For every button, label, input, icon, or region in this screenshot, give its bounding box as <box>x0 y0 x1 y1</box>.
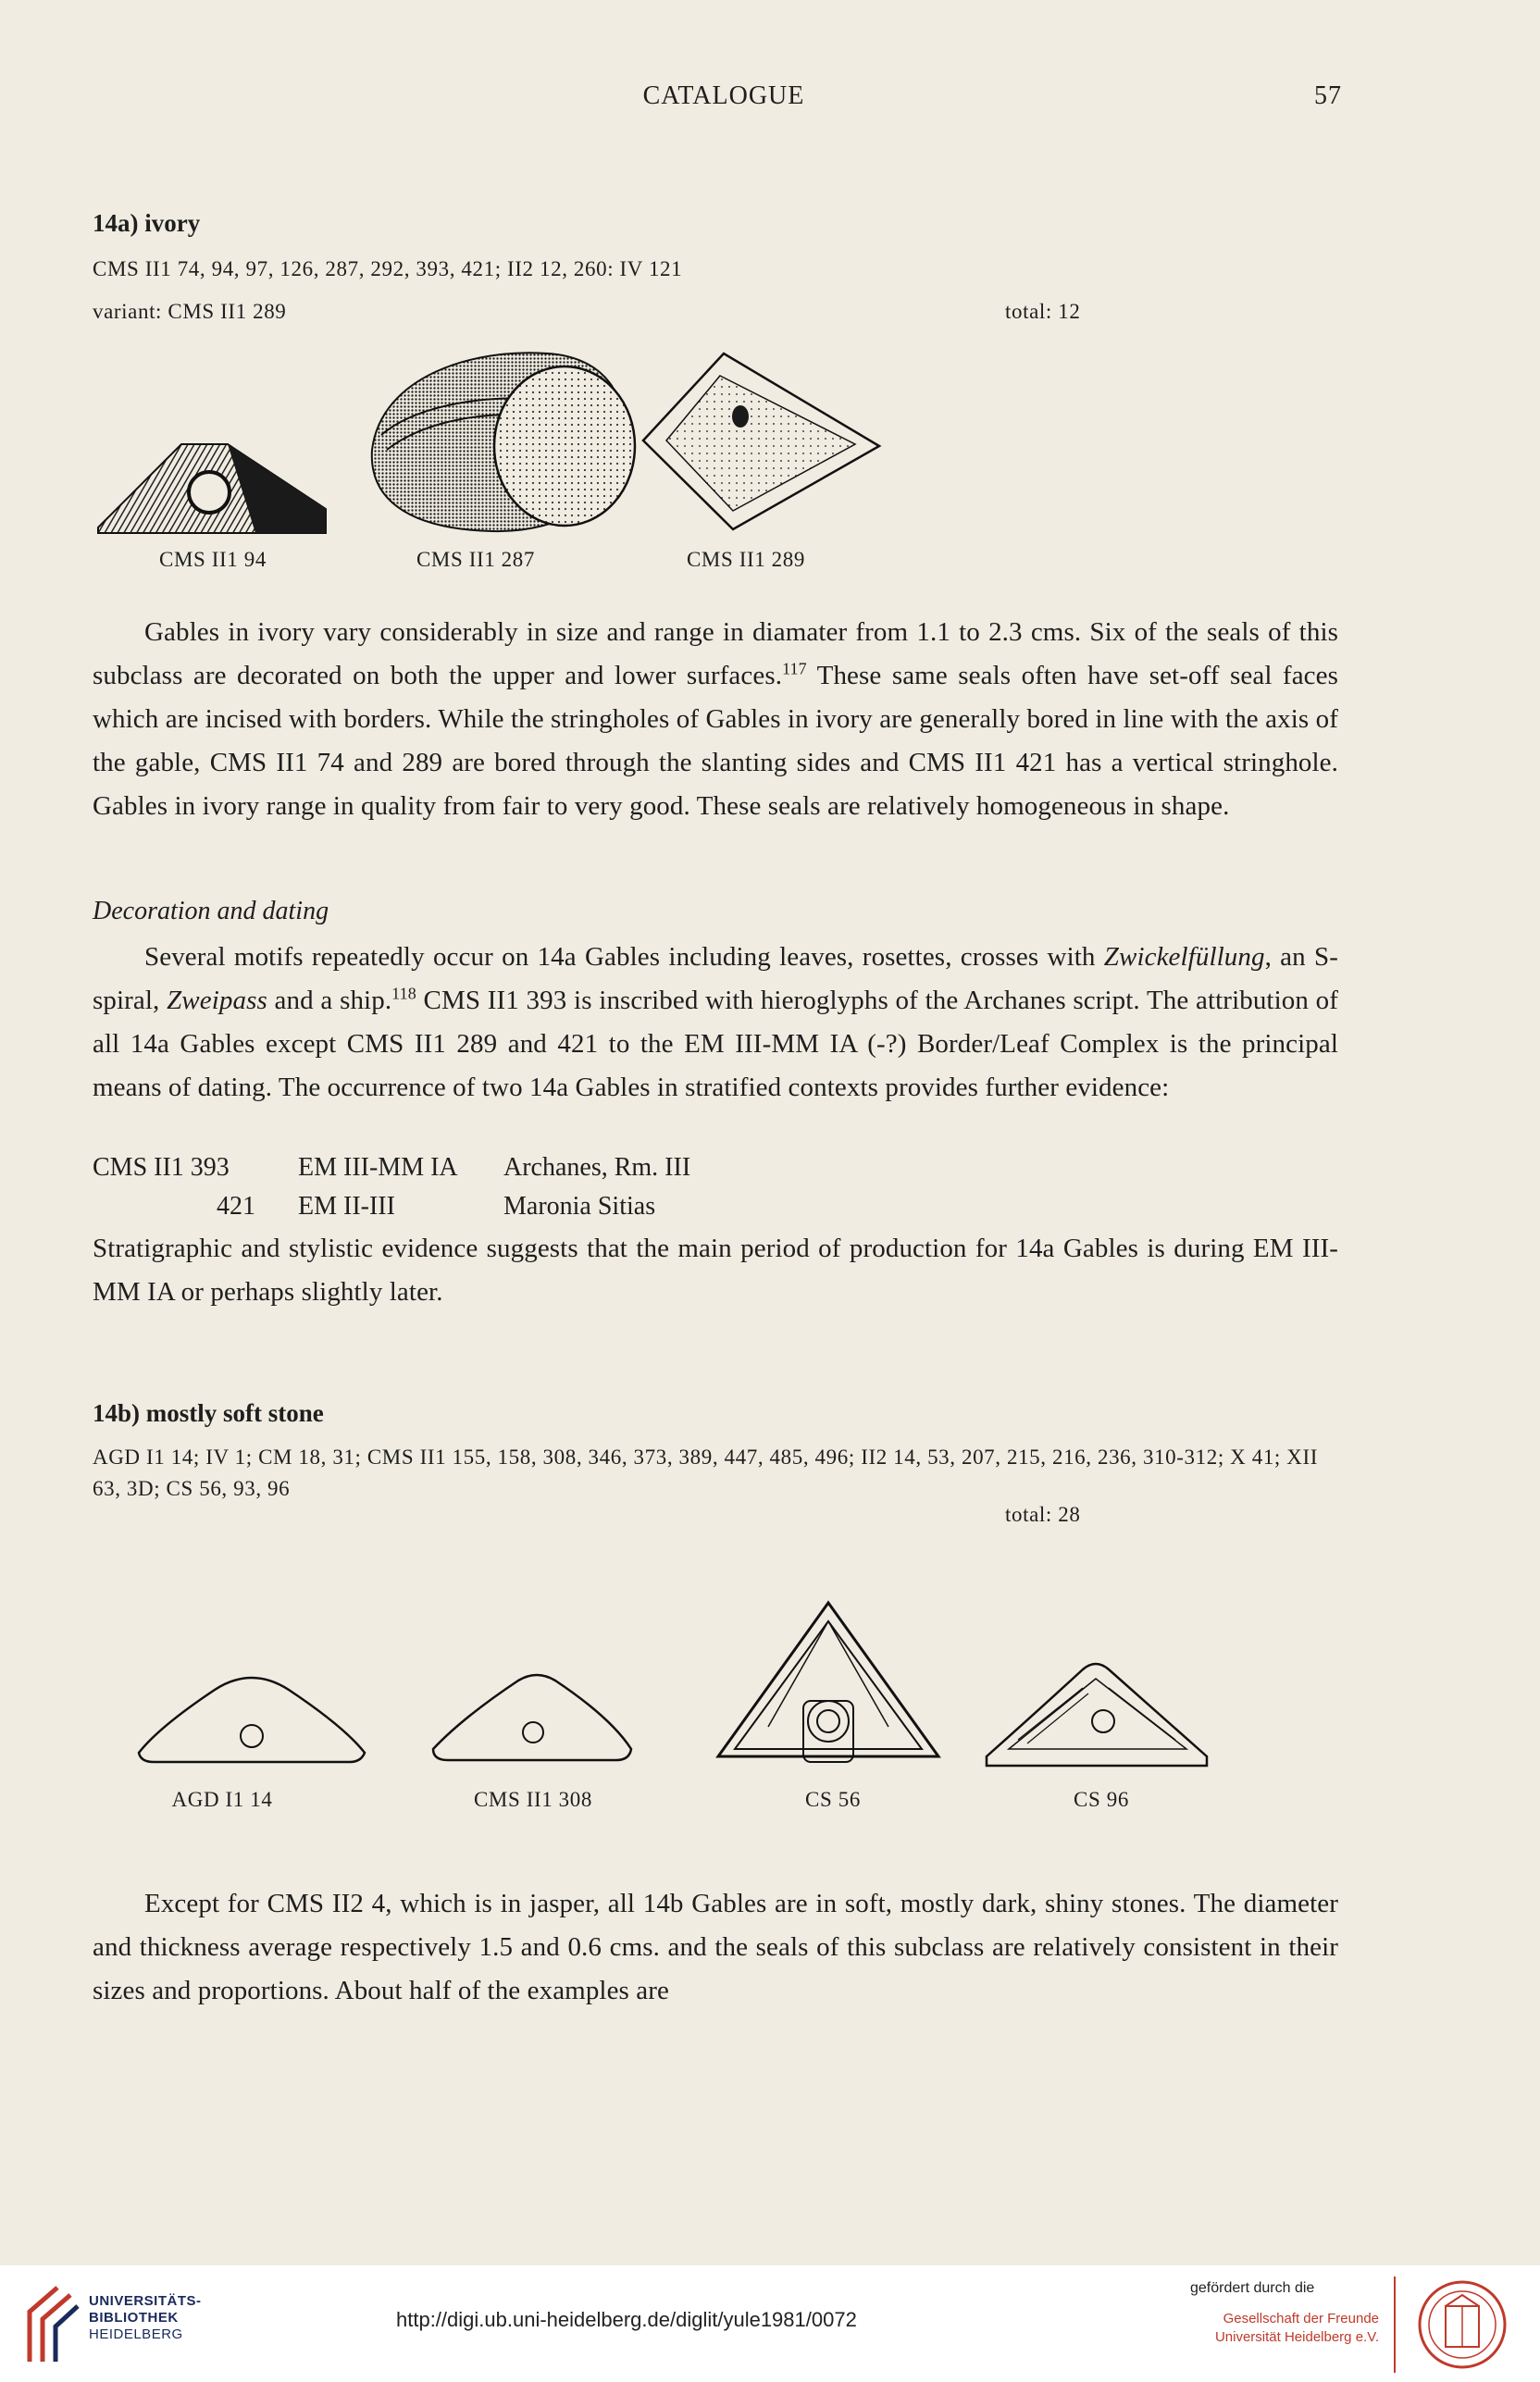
seal-drawing-cms-ii1-289 <box>639 348 888 542</box>
section-b-title: 14b) mostly soft stone <box>93 1399 324 1427</box>
paragraph-decoration <box>93 936 1338 1110</box>
caption-agd-i1-14: AGD I1 14 <box>171 1788 273 1811</box>
p2-text-c: and a ship. <box>267 986 392 1015</box>
caption-cs-96: CS 96 <box>1074 1788 1129 1811</box>
footnote-ref-117: 117 <box>782 659 807 678</box>
library-logo-icon <box>20 2284 81 2363</box>
running-title: CATALOGUE <box>642 81 805 110</box>
term-zweipass: Zweipass <box>167 986 267 1015</box>
section-b-list: AGD I1 14; IV 1; CM 18, 31; CMS II1 155, 158, 308, 346, 373, 389, 447, 485, 496; II2 14, 53, 207, 215, 216, 236, 310-312; X 41; XII 63, 3D; CS 56, 93, 96 <box>93 1445 1318 1500</box>
university-seal-icon <box>1416 2278 1509 2371</box>
paragraph-soft-stone <box>93 1882 1338 2013</box>
p2-text-a: Several motifs repeatedly occur on 14a Gables including leaves, rosettes, crosses with <box>144 942 1104 972</box>
digitization-footer <box>0 2265 1540 2382</box>
caption-cms-ii1-94: CMS II1 94 <box>159 548 267 571</box>
seal-drawing-cms-ii1-308 <box>426 1653 639 1773</box>
section-a-total: total: 12 <box>1005 300 1081 323</box>
caption-cms-ii1-287: CMS II1 287 <box>416 548 535 571</box>
footer-divider <box>1394 2277 1396 2373</box>
footnote-ref-118: 118 <box>391 984 416 1003</box>
caption-cs-56: CS 56 <box>805 1788 861 1811</box>
section-b-total: total: 28 <box>1005 1503 1081 1526</box>
p3-text: Stratigraphic and stylistic evidence suggests that the main period of production for 14a Gables is during EM III-MM IA or perhaps slightly later. <box>93 1234 1338 1307</box>
seal-drawing-cs-56 <box>713 1597 944 1773</box>
caption-cms-ii1-289: CMS II1 289 <box>686 548 805 571</box>
seal-drawing-agd-i1-14 <box>131 1653 372 1773</box>
p1-text-after: These same seals often have set-off seal faces which are incised with borders. While the stringholes of Gables in ivory are generally bored in line with the axis of the gable, CMS II1 74 and 289 are bored through the slanting sides and CMS II1 421 has a vertical stringhole. Gables in ivory range in quality from fair to very good. These seals are relatively homogeneous in shape. <box>93 661 1338 821</box>
library-name-line3: HEIDELBERG <box>89 2326 183 2342</box>
table-cell: Maronia Sitias <box>503 1192 656 1221</box>
table-cell: Archanes, Rm. III <box>503 1153 691 1182</box>
decoration-heading: Decoration and dating <box>93 897 329 925</box>
paragraph-stratigraphic <box>93 1227 1338 1314</box>
table-cell: EM III-MM IA <box>298 1153 458 1182</box>
permalink-url[interactable]: http://digi.ub.uni-heidelberg.de/diglit/yule1981/0072 <box>396 2308 857 2331</box>
library-name-line2: BIBLIOTHEK <box>89 2310 179 2326</box>
section-a-title: 14a) ivory <box>93 209 201 237</box>
p1-text-before: Gables in ivory vary considerably in size and range in diamater from 1.1 to 2.3 cms. Six of the seals of this subclass are decorated on both the upper and lower surfaces. <box>93 617 1338 690</box>
table-row <box>93 1192 711 1231</box>
page-number: 57 <box>1314 81 1342 110</box>
caption-cms-ii1-308: CMS II1 308 <box>473 1788 592 1811</box>
society-name-line1: Gesellschaft der Freunde <box>1223 2311 1379 2326</box>
society-name-line2: Universität Heidelberg e.V. <box>1214 2329 1379 2345</box>
table-row <box>93 1153 711 1192</box>
stratified-contexts-table <box>93 1153 711 1231</box>
term-zwickelfullung: Zwickelfüllung <box>1103 942 1265 972</box>
paragraph-ivory-gables <box>93 611 1338 828</box>
seal-drawing-cms-ii1-94 <box>89 426 339 537</box>
section-a-variant: variant: CMS II1 289 <box>93 300 287 323</box>
seal-drawing-cms-ii1-287 <box>363 339 640 542</box>
table-cell: EM II-III <box>298 1192 395 1221</box>
p2-text-b: , an S-spiral, <box>93 942 1339 1015</box>
p4-text: Except for CMS II2 4, which is in jasper, all 14b Gables are in soft, mostly dark, shiny stones. The diameter and thickness average respectively 1.5 and 0.6 cms. and the seals of this subclass are relatively consistent in their sizes and proportions. About half of the examples are <box>93 1889 1338 2005</box>
table-cell: CMS II1 393 <box>93 1153 230 1182</box>
section-a-list: CMS II1 74, 94, 97, 126, 287, 292, 393, 421; II2 12, 260: IV 121 <box>93 257 683 280</box>
library-name-line1: UNIVERSITÄTS- <box>89 2293 202 2309</box>
funded-by-label: gefördert durch die <box>1190 2280 1315 2296</box>
p2-text-d: CMS II1 393 is inscribed with hieroglyphs of the Archanes script. The attribution of all 14a Gables except CMS II1 289 and 421 to the EM III-MM IA (-?) Border/Leaf Complex is the principal means of dating. The occurrence of two 14a Gables in stratified contexts provides further evidence: <box>93 986 1338 1102</box>
seal-drawing-cs-96 <box>981 1647 1212 1777</box>
table-cell: 421 <box>217 1192 255 1221</box>
